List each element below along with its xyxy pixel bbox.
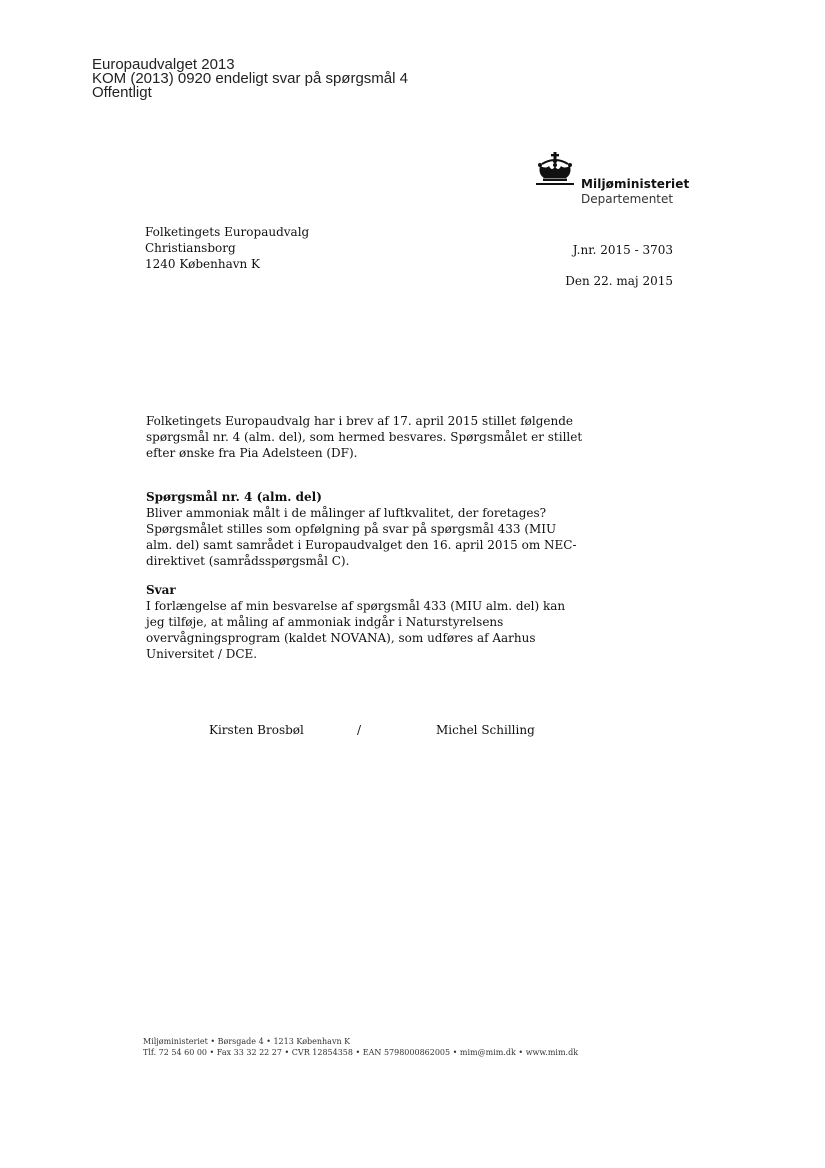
crown-icon xyxy=(534,152,576,186)
recipient-address xyxy=(145,224,309,272)
letter-meta xyxy=(550,242,673,289)
question-heading: Spørgsmål nr. 4 (alm. del) xyxy=(146,490,322,504)
department-name: Departementet xyxy=(581,192,674,206)
ministry-logo xyxy=(534,152,690,208)
recipient-building: Christiansborg xyxy=(145,241,236,255)
recipient-name: Folketingets Europaudvalg xyxy=(145,225,310,239)
intro-paragraph: Folketingets Europaudvalg har i brev af 17. april 2015 stillet følgende spørgsmål nr. 4 (alm. del), som hermed besvares. Spørgsmålet er stillet efter ønske fra Pia Adelsteen (DF). xyxy=(146,414,583,460)
stamp-reference: KOM (2013) 0920 endeligt svar på spørgsmål 4 xyxy=(92,70,408,87)
recipient-city: 1240 København K xyxy=(145,257,261,271)
signature-separator: / xyxy=(357,723,362,737)
document-stamp xyxy=(92,58,408,100)
answer-heading: Svar xyxy=(146,583,176,597)
answer-text: I forlængelse af min besvarelse af spørgsmål 433 (MIU alm. del) kan jeg tilføje, at måling af ammoniak indgår i Naturstyrelsens overvågningsprogram (kaldet NOVANA), som udføres af Aarhus Universitet / DCE. xyxy=(146,599,566,661)
footer-contact: Tlf. 72 54 60 00 • Fax 33 32 22 27 • CVR 12854358 • EAN 5798000862005 • mim@mim.dk • www.mim.dk xyxy=(143,1048,579,1057)
signer-1: Kirsten Brosbøl xyxy=(209,723,304,737)
stamp-status: Offentligt xyxy=(92,84,152,101)
letter-body xyxy=(146,413,586,662)
letter-footer xyxy=(143,1036,578,1058)
stamp-committee: Europaudvalget 2013 xyxy=(92,56,235,73)
footer-address: Miljøministeriet • Børsgade 4 • 1213 København K xyxy=(143,1037,351,1046)
journal-number: J.nr. 2015 - 3703 xyxy=(572,243,673,257)
question-text: Bliver ammoniak målt i de målinger af luftkvalitet, der foretages? Spørgsmålet stilles som opfølgning på svar på spørgsmål 433 (MIU alm. del) samt samrådet i Europaudvalget den 16. april 2015 om NEC-direktivet (samrådsspørgsmål C). xyxy=(146,506,577,568)
signer-2: Michel Schilling xyxy=(436,723,535,737)
ministry-name: Miljøministeriet xyxy=(581,177,690,191)
letter-date: Den 22. maj 2015 xyxy=(565,274,673,288)
